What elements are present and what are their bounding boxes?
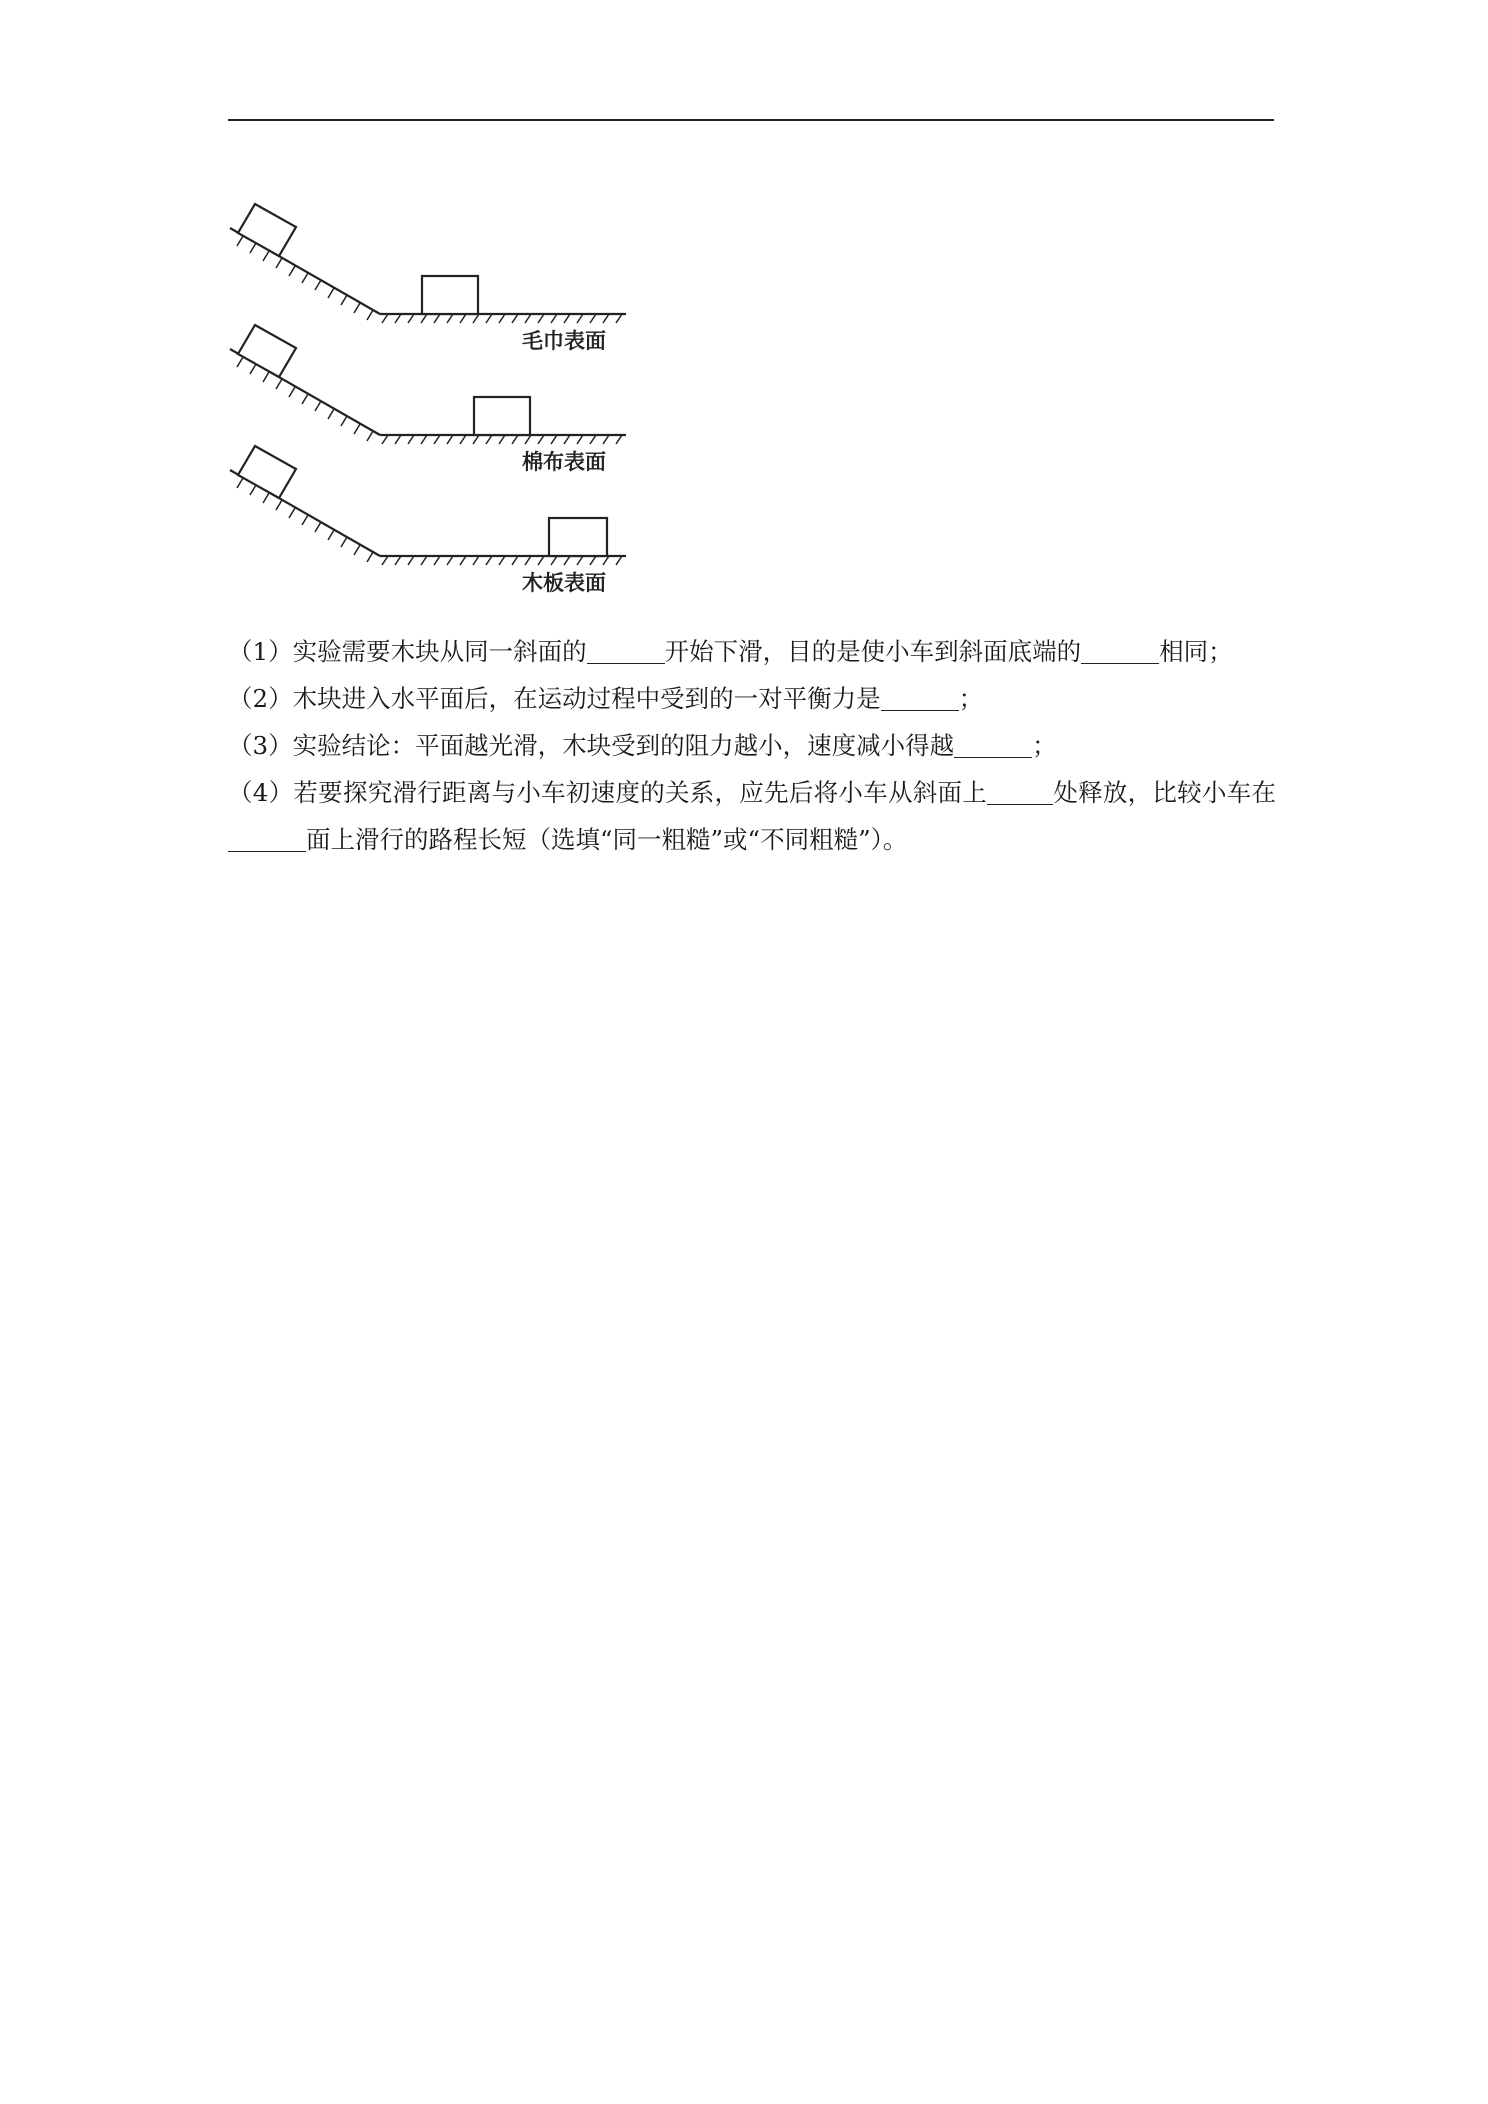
answer-blank-1a[interactable] — [587, 637, 665, 664]
question-2-text-b: ； — [958, 684, 984, 713]
surface-label-cotton: 棉布表面 — [522, 450, 606, 474]
surface-label-wood: 木板表面 — [522, 571, 606, 595]
question-4 — [228, 769, 1276, 863]
question-4-text-b: 处释放，比较小车在 — [1053, 778, 1277, 807]
question-3-text-a: （3）实验结论：平面越光滑，木块受到的阻力越小，速度减小得越 — [228, 731, 955, 760]
question-3-text-b: ； — [1032, 731, 1057, 760]
question-2 — [228, 675, 1276, 722]
question-1 — [228, 628, 1276, 675]
experiment-figure — [228, 190, 648, 610]
block-towel — [422, 276, 478, 314]
question-list — [228, 628, 1276, 863]
answer-blank-4a[interactable] — [987, 778, 1053, 805]
answer-blank-4b[interactable] — [228, 825, 306, 852]
surface-label-towel: 毛巾表面 — [522, 329, 606, 353]
question-4-text-c: 面上滑行的路程长短（选填“同一粗糙”或“不同粗糙”）。 — [306, 825, 908, 854]
answer-blank-3[interactable] — [954, 731, 1032, 758]
question-3 — [228, 722, 1276, 769]
block-cotton — [474, 397, 530, 435]
question-1-text-b: 开始下滑，目的是使小车到斜面底端的 — [664, 637, 1082, 666]
answer-blank-1b[interactable] — [1081, 637, 1159, 664]
header-rule — [228, 119, 1274, 121]
incline-towel — [230, 204, 626, 353]
incline-diagram — [228, 190, 648, 610]
question-1-text-c: 相同； — [1159, 637, 1233, 666]
question-4-text-a: （4）若要探究滑行距离与小车初速度的关系，应先后将小车从斜面上 — [228, 778, 988, 807]
block-wood — [549, 518, 607, 556]
question-1-text-a: （1）实验需要木块从同一斜面的 — [228, 637, 587, 666]
answer-blank-2[interactable] — [881, 684, 959, 711]
question-2-text-a: （2）木块进入水平面后，在运动过程中受到的一对平衡力是 — [228, 684, 881, 713]
